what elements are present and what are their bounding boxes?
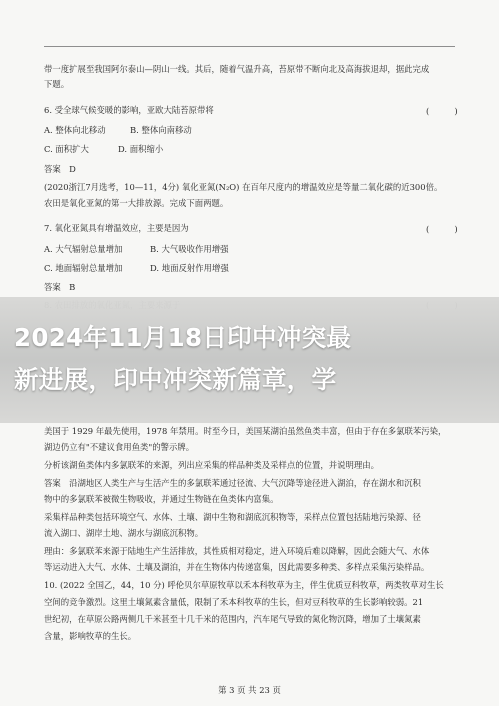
option-b: B. 整体向南移动 [130,125,192,135]
question-7: 7. 氧化亚氮具有增温效应，主要是因为 [44,223,189,233]
text-line: 分析该湖鱼类体内多氯联苯的来源，列出应采集的样品种类及采样点的位置，并说明理由。 [44,460,379,470]
answer-text: 答案 B [44,282,76,292]
text-line: 空间的竞争激烈。这里土壤氮素含量低，限制了禾本科牧草的生长，但对豆科牧草的生长影响较弱。21 [44,597,424,607]
text-line: 下题。 [44,79,70,89]
text-line: (2020浙江7月选考，10—11，4分) 氧化亚氮(N₂O) 在百年尺度内的增温效应是等量二氧化碳的近300倍。 [44,182,443,192]
option-a: A. 大气辐射总量增加 [44,244,123,254]
text-line: 等运动进入大气、水体、土壤及湖泊，并在生物体内传递富集，因此需要多种类、多样点采集污染样品。 [44,562,430,572]
headline-line-2: 新进展，印中冲突新篇章，学 [14,365,337,394]
text-line: 物中的多氯联苯被微生物吸收，并通过生物链在鱼类体内富集。 [44,494,279,504]
text-line: 美国于 1929 年最先使用，1978 年禁用。时至今日，美国某湖泊虽然鱼类丰富，但由于存在多氯联苯污染， [44,426,447,436]
answer-text: 答案 沿湖地区人类生产与生活产生的多氯联苯通过径流、大气沉降等途径进入湖泊，存在湖水和沉积 [44,478,421,488]
answer-paren: ( ) [426,106,458,116]
option-d: D. 面积缩小 [118,144,164,154]
text-line: 农田是氧化亚氮的第一大排放源。完成下面两题。 [44,198,229,208]
question-6: 6. 受全球气候变暖的影响，亚欧大陆苔原带将 [44,105,214,115]
headline-line-1: 2024年11月18日印中冲突最 [14,323,352,352]
option-d: D. 地面反射作用增强 [150,263,229,273]
option-c: C. 地面辐射总量增加 [44,263,123,273]
option-c: C. 面积扩大 [44,144,89,154]
text-line: 采集样品种类包括环境空气、水体、土壤、湖中生物和湖底沉积物等，采样点位置包括陆地污染源、径 [44,512,421,522]
text-line: 带一度扩展至我国阿尔泰山—阴山一线。其后，随着气温升高，苔原带不断向北及高海拔退却，据此完成 [44,64,430,74]
option-b: B. 大气吸收作用增强 [150,244,229,254]
text-line: 理由：多氯联苯来源于陆地生产生活排放，其性质相对稳定，进入环境后难以降解，因此会随大气、水体 [44,546,430,556]
answer-paren: ( ) [426,224,458,234]
question-10: 10. (2022 全国乙，44，10 分) 呼伦贝尔草原牧草以禾本科牧草为主，伴生优质豆科牧草，两类牧草对生长 [44,580,444,590]
header-rule [44,46,455,47]
text-line: 世纪初，在草原公路两侧几千米甚至十几千米的范围内，汽车尾气导致的氮化物沉降，增加了土壤氮素 [44,614,421,624]
answer-text: 答案 D [44,164,76,174]
page-footer: 第 3 页 共 23 页 [218,685,281,695]
text-line: 湖边仍立有"不建议食用鱼类"的警示牌。 [44,442,195,452]
option-a: A. 整体向北移动 [44,125,106,135]
headline-banner [0,297,499,423]
text-line: 含量，影响牧草的生长。 [44,631,137,641]
text-line: 流入湖口、湖岸土地、湖水与湖底沉积物。 [44,528,204,538]
